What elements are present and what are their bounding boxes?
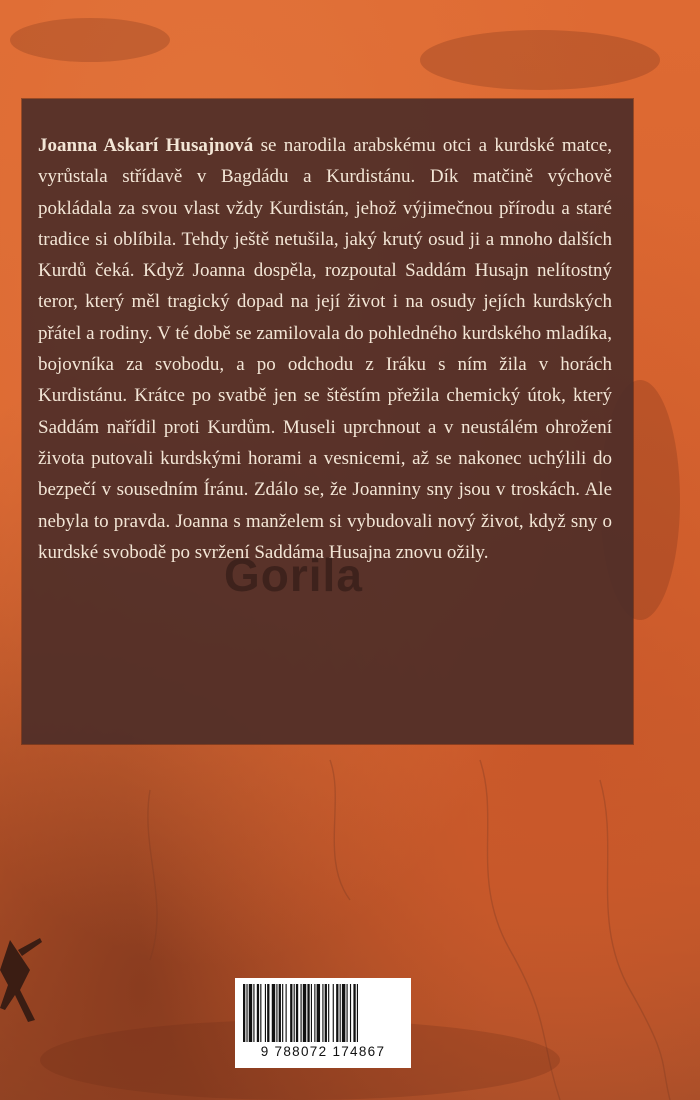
barcode (235, 978, 411, 1068)
barcode-bar (296, 984, 298, 1042)
publisher-logo-watermark: Gorila (224, 549, 363, 601)
barcode-bar (322, 984, 323, 1042)
barcode-bar (317, 984, 320, 1042)
barcode-bar (290, 984, 292, 1042)
barcode-bar (272, 984, 275, 1042)
isbn-digits: 9 788072 174867 (260, 1044, 386, 1059)
barcode-bars (241, 984, 405, 1042)
barcode-bar (294, 984, 295, 1042)
silhouette-figure (0, 930, 60, 1040)
barcode-bar (286, 984, 287, 1042)
blurb-body: se narodila arabskému otci a kurdské matce, vyrůstala střídavě v Bagdádu a Kurdistánu. Dík matčině výchově pokládala za svou vlast vždy Kurdistán, jehož výjimečnou přírodu a staré tradice si oblíbila. Tehdy ještě netušila, jaký krutý osud ji a mnoho dalších Kurdů čeká. Když Joanna dospěla, rozpoutal Saddám Husajn nelítostný teror, který měl tragický dopad na její život i na osudy jejích kurdských přátel a rodiny. V té době se zamilovala do pohledného kurdského mladíka, bojovníka za svobodu, a po odchodu z Iráku s ním žila v horách Kurdistánu. Krátce po svatbě jen se štěstím přežila chemický útok, který Saddám nařídil proti Kurdům. Museli uprchnout a v neustálém ohrožení života putovali kurdskými horami a vesnicemi, až se nakonec uchýlili do bezpečí v sousedním Íránu. Zdálo se, že Joanniny sny jsou v troskách. Ale nebyla to pravda. Joanna s manželem si vybudovali nový život, když sny o kurdské svobodě po svržení Saddáma Husajna znovu ožily. (38, 135, 612, 563)
barcode-bar (265, 984, 266, 1042)
barcode-bar (276, 984, 277, 1042)
barcode-bar (342, 984, 345, 1042)
barcode-bar (257, 984, 259, 1042)
barcode-bar (325, 984, 327, 1042)
barcode-bar (260, 984, 261, 1042)
barcode-bar (243, 984, 245, 1042)
barcode-bar (267, 984, 269, 1042)
barcode-bar (328, 984, 329, 1042)
barcode-bar (357, 984, 358, 1042)
barcode-bar (311, 984, 312, 1042)
blurb-text (38, 130, 612, 568)
barcode-bar (333, 984, 334, 1042)
barcode-bar (246, 984, 247, 1042)
barcode-bar (353, 984, 355, 1042)
barcode-bar (301, 984, 302, 1042)
barcode-bar (350, 984, 351, 1042)
barcode-bar (303, 984, 306, 1042)
barcode-bar (253, 984, 254, 1042)
barcode-bar (282, 984, 283, 1042)
barcode-bar (307, 984, 309, 1042)
barcode-bar (347, 984, 348, 1042)
author-name: Joanna Askarí Husajnová (38, 135, 254, 156)
barcode-bar (336, 984, 338, 1042)
barcode-bar (249, 984, 252, 1042)
barcode-bar (340, 984, 341, 1042)
barcode-bar (314, 984, 315, 1042)
barcode-bar (279, 984, 281, 1042)
